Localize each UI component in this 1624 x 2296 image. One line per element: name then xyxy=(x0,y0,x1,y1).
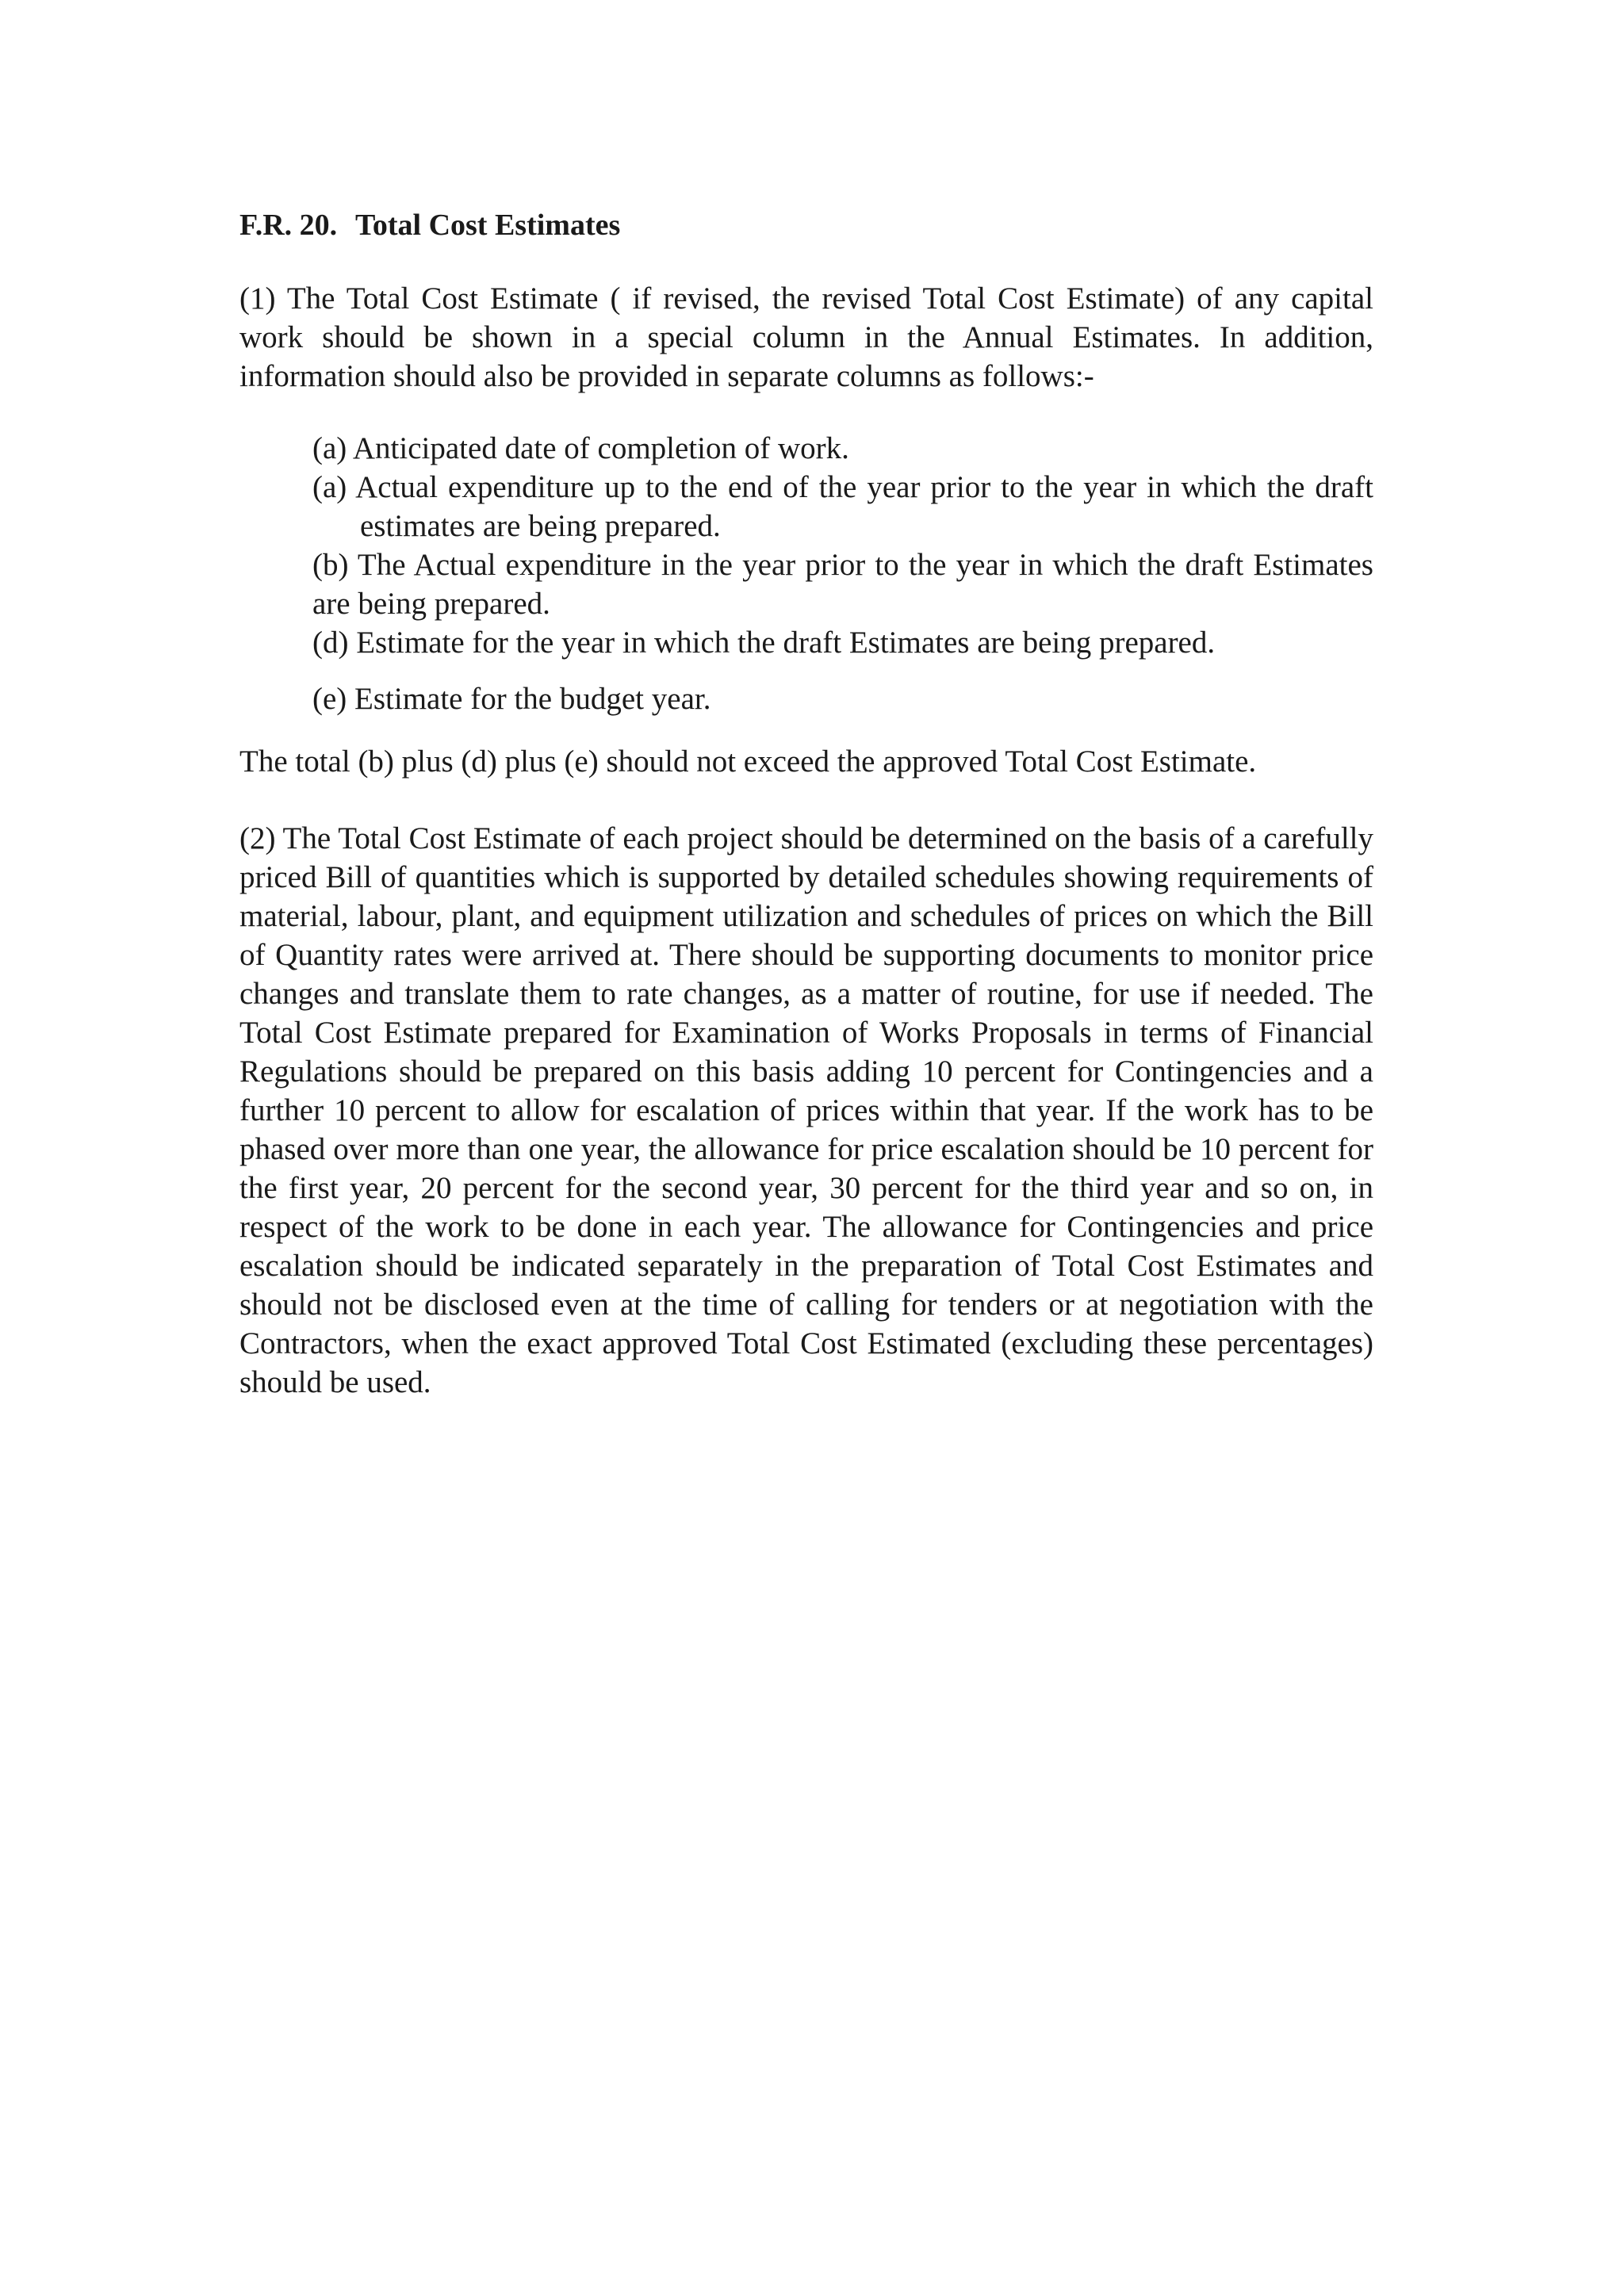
heading-number: F.R. 20. xyxy=(239,209,338,242)
paragraph-2: (2) The Total Cost Estimate of each project should be determined on the basis of a carefully priced Bill of quantities which is supported by detailed schedules showing requirements of material, labour, plant, and equipment utilization and schedules of prices on which the Bill of Quantity rates were arrived at. There should be supporting documents to monitor price changes and translate them to rate changes, as a matter of routine, for use if needed. The Total Cost Estimate prepared for Examination of Works Proposals in terms of Financial Regulations should be prepared on this basis adding 10 percent for Contingencies and a further 10 percent to allow for escalation of prices within that year. If the work has to be phased over more than one year, the allowance for price escalation should be 10 percent for the first year, 20 percent for the second year, 30 percent for the third year and so on, in respect of the work to be done in each year. The allowance for Contingencies and price escalation should be indicated separately in the preparation of Total Cost Estimates and should not be disclosed even at the time of calling for tenders or at negotiation with the Contractors, when the exact approved Total Cost Estimated (excluding these percentages) should be used. xyxy=(239,821,1373,1399)
list-item: (b) The Actual expenditure in the year prior to the year in which the draft Estimates are being prepared. xyxy=(312,548,1373,621)
paragraph-1: (1) The Total Cost Estimate ( if revised, the revised Total Cost Estimate) of any capital work should be shown in a special column in the Annual Estimates. In addition, information should also be provided in separate columns as follows:- xyxy=(239,281,1373,393)
column-list xyxy=(312,429,1373,718)
list-item: (a) Anticipated date of completion of work. xyxy=(312,431,849,465)
list-item: (a) Actual expenditure up to the end of the year prior to the year in which the draft estimates are being prepared. xyxy=(312,470,1373,543)
list-item: (d) Estimate for the year in which the draft Estimates are being prepared. xyxy=(312,626,1216,660)
document-page xyxy=(239,205,1373,1402)
section-heading xyxy=(239,205,1373,246)
list-item: (e) Estimate for the budget year. xyxy=(312,682,711,716)
heading-title: Total Cost Estimates xyxy=(355,209,621,242)
total-note: The total (b) plus (d) plus (e) should not exceed the approved Total Cost Estimate. xyxy=(239,744,1257,779)
